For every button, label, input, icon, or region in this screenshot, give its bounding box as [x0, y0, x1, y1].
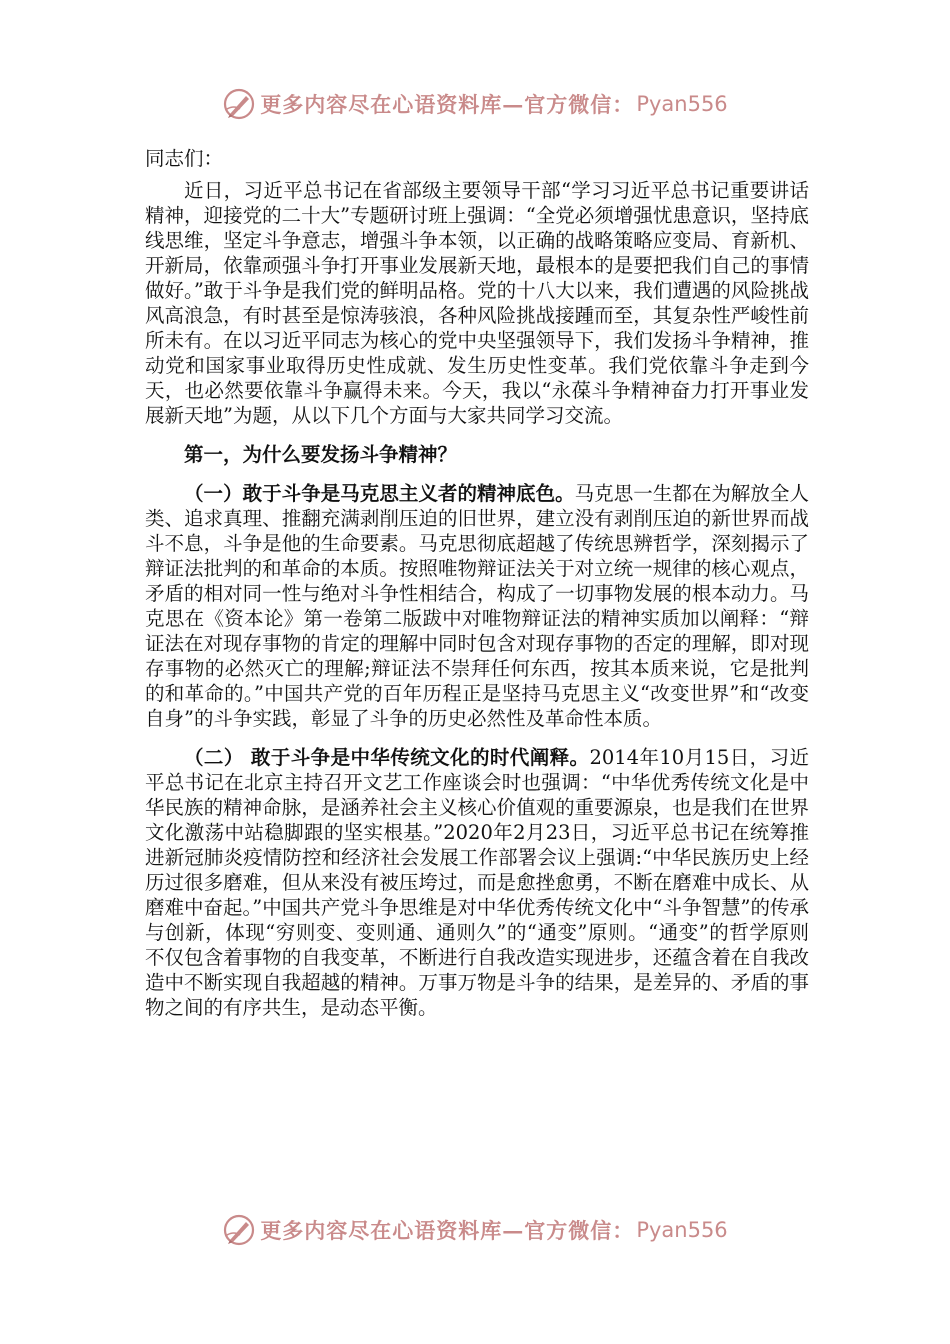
footer-banner-text: 更多内容尽在心语资料库—官方微信： [260, 1218, 635, 1243]
header-banner-wechat-id: Pyan556 [636, 92, 728, 116]
point-1-paragraph [145, 481, 809, 731]
intro-paragraph: 近日，习近平总书记在省部级主要领导干部“学习习近平总书记重要讲话精神，迎接党的二十大”专题研讨班上强调：“全党必须增强忧患意识，坚持底线思维，坚定斗争意志，增强斗争本领，以正确的战略策略应变局、育新机、开新局，依靠顽强斗争打开事业发展新天地，最根本的是要把我们自己的事情做好。”敢于斗争是我们党的鲜明品格。党的十八大以来，我们遭遇的风险挑战风高浪急，有时甚至是惊涛骇浪，各种风险挑战接踵而至，其复杂性严峻性前所未有。在以习近平同志为核心的党中央坚强领导下，我们发扬斗争精神，推动党和国家事业取得历史性成就、发生历史性变革。我们党依靠斗争走到今天，也必然要依靠斗争赢得未来。今天，我以“永葆斗争精神奋力打开事业发展新天地”为题，从以下几个方面与大家共同学习交流。 [145, 179, 809, 427]
greeting: 同志们： [145, 147, 224, 170]
footer-banner-wechat-id: Pyan556 [636, 1218, 728, 1242]
footer-banner [0, 1210, 950, 1250]
section-1-heading: 第一，为什么要发扬斗争精神？ [184, 443, 458, 466]
point-2-paragraph [145, 745, 809, 1020]
document-body [145, 146, 809, 1034]
point-2-body: 2014年10月15日，习近平总书记在北京主持召开文艺工作座谈会时也强调：“中华优秀传统文化是中华民族的精神命脉，是涵养社会主义核心价值观的重要源泉，也是我们在世界文化激荡中站稳脚跟的坚实根基。”2020年2月23日，习近平总书记在统筹推进新冠肺炎疫情防控和经济社会发展工作部署会议上强调:“中华民族历史上经历过很多磨难，但从来没有被压垮过，而是愈挫愈勇，不断在磨难中成长、从磨难中奋起。”中国共产党斗争思维是对中华优秀传统文化中“斗争智慧”的传承与创新，体现“穷则变、变则通、通则久”的“通变”原则。“通变”的哲学原则不仅包含着事物的自我变革，不断进行自我改造实现进步，还蕴含着在自我改造中不断实现自我超越的精神。万事万物是斗争的结果，是差异的、矛盾的事物之间的有序共生，是动态平衡。 [145, 746, 809, 1019]
point-1-body: 马克思一生都在为解放全人类、追求真理、推翻充满剥削压迫的旧世界，建立没有剥削压迫的新世界而战斗不息，斗争是他的生命要素。马克思彻底超越了传统思辨哲学，深刻揭示了辩证法批判的和革命的本质。按照唯物辩证法关于对立统一规律的核心观点，矛盾的相对同一性与绝对斗争性相结合，构成了一切事物发展的根本动力。马克思在《资本论》第一卷第二版跋中对唯物辩证法的精神实质加以阐释：“辩证法在对现存事物的肯定的理解中同时包含对现存事物的否定的理解，即对现存事物的必然灭亡的理解;辩证法不崇拜任何东西，按其本质来说，它是批判的和革命的。”中国共产党的百年历程正是坚持马克思主义“改变世界”和“改变自身”的斗争实践，彰显了斗争的历史必然性及革命性本质。 [145, 482, 809, 730]
point-2-lead: （二） 敢于斗争是中华传统文化的时代阐释。 [184, 746, 590, 769]
pen-logo-icon [222, 87, 256, 121]
point-1-lead: （一）敢于斗争是马克思主义者的精神底色。 [184, 482, 575, 505]
header-banner-text: 更多内容尽在心语资料库—官方微信： [260, 92, 635, 117]
header-banner [0, 84, 950, 124]
pen-logo-icon [222, 1213, 256, 1247]
